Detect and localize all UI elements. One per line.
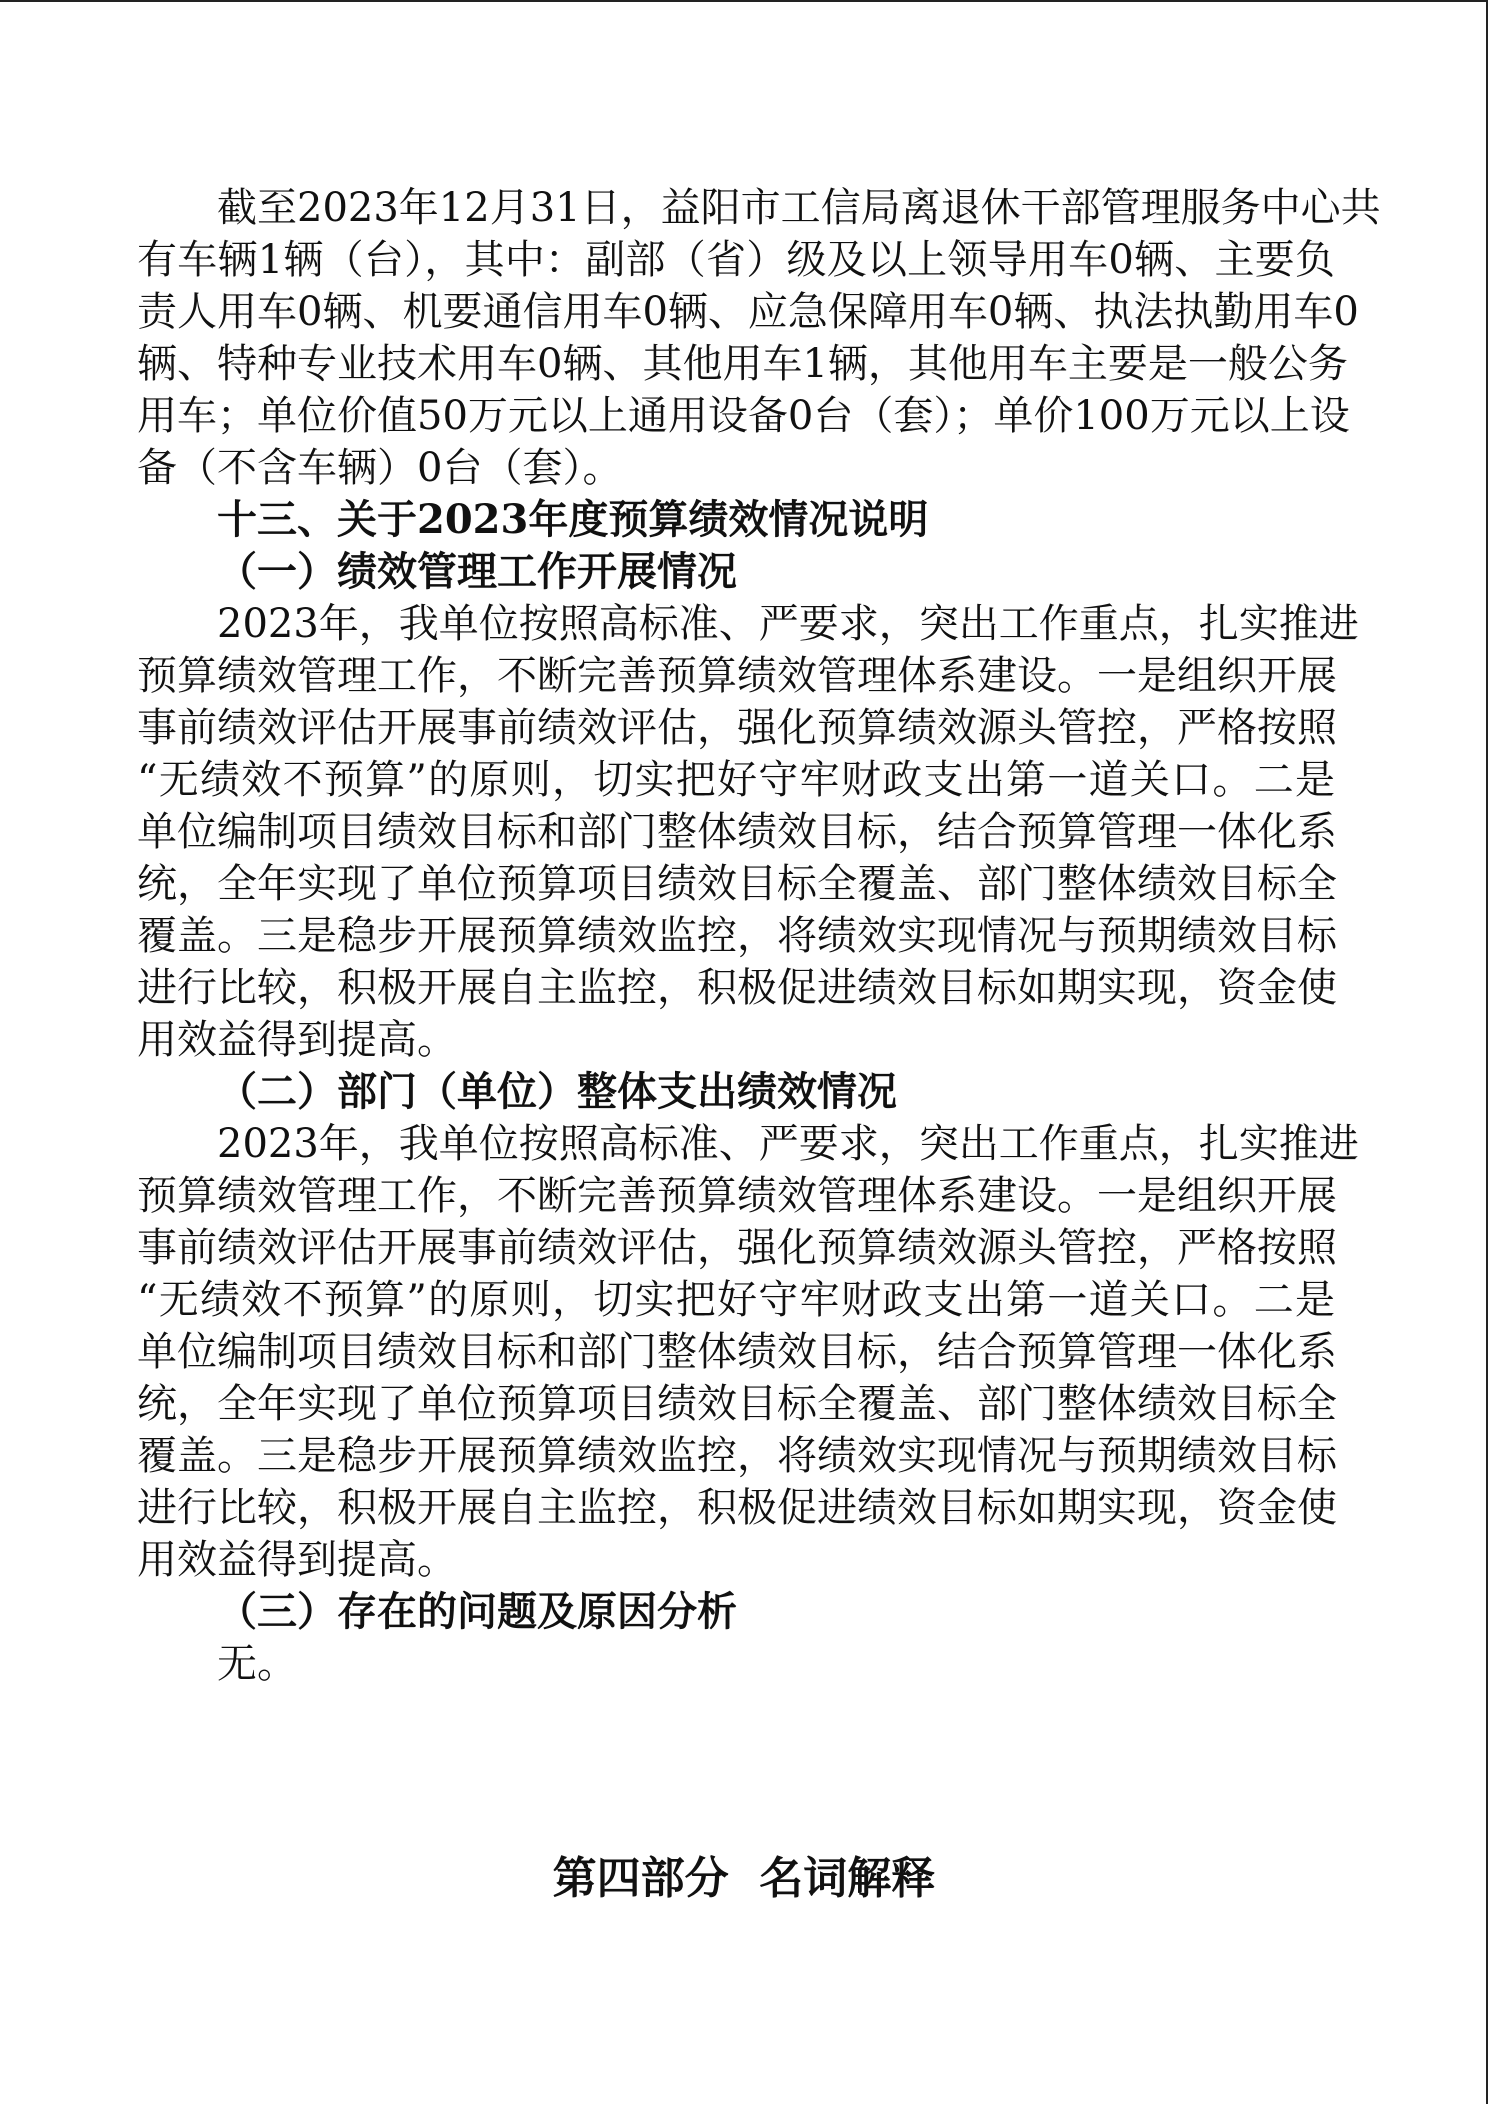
text-line: 进行比较，积极开展自主监控，积极促进绩效目标如期实现，资金使 — [137, 1485, 1337, 1531]
text-line: 事前绩效评估开展事前绩效评估，强化预算绩效源头管控，严格按照 — [137, 1225, 1337, 1271]
paragraph — [137, 1118, 1359, 1586]
paragraph — [137, 182, 1381, 494]
text-line: 预算绩效管理工作，不断完善预算绩效管理体系建设。一是组织开展 — [137, 653, 1337, 699]
text-line: 预算绩效管理工作，不断完善预算绩效管理体系建设。一是组织开展 — [137, 1173, 1337, 1219]
text-line: 责人用车0辆、机要通信用车0辆、应急保障用车0辆、执法执勤用车0 — [137, 289, 1359, 335]
text-line: 用效益得到提高。 — [137, 1537, 457, 1583]
text-line: 用车；单位价值50万元以上通用设备0台（套）；单价100万元以上设 — [137, 393, 1350, 439]
document-body — [137, 182, 1381, 1690]
text-line: 备（不含车辆）0台（套）。 — [137, 445, 623, 491]
text-line: 单位编制项目绩效目标和部门整体绩效目标，结合预算管理一体化系 — [137, 809, 1337, 855]
heading-text: （一）绩效管理工作开展情况 — [217, 548, 737, 595]
page-border-top — [0, 0, 1488, 2]
text-line: 2023年，我单位按照高标准、严要求，突出工作重点，扎实推进 — [217, 601, 1359, 647]
text-line: 统，全年实现了单位预算项目绩效目标全覆盖、部门整体绩效目标全 — [137, 1381, 1337, 1427]
part-title: 第四部分 名词解释 — [552, 1853, 936, 1904]
text-line: 单位编制项目绩效目标和部门整体绩效目标，结合预算管理一体化系 — [137, 1329, 1337, 1375]
text-line: 用效益得到提高。 — [137, 1017, 457, 1063]
heading-text: 十三、关于2023年度预算绩效情况说明 — [217, 496, 929, 543]
section-heading — [137, 1586, 1335, 1638]
text-line: “无绩效不预算”的原则，切实把好守牢财政支出第一道关口。二是 — [137, 1277, 1335, 1323]
heading-text: （三）存在的问题及原因分析 — [217, 1588, 737, 1635]
heading-text: （二）部门（单位）整体支出绩效情况 — [217, 1068, 897, 1115]
section-heading — [137, 1066, 1335, 1118]
text-line: 2023年，我单位按照高标准、严要求，突出工作重点，扎实推进 — [217, 1121, 1359, 1167]
paragraph — [137, 598, 1359, 1066]
text-line: 覆盖。三是稳步开展预算绩效监控，将绩效实现情况与预期绩效目标 — [137, 913, 1337, 959]
text-line: “无绩效不预算”的原则，切实把好守牢财政支出第一道关口。二是 — [137, 757, 1335, 803]
text-line: 事前绩效评估开展事前绩效评估，强化预算绩效源头管控，严格按照 — [137, 705, 1337, 751]
text-line: 辆、特种专业技术用车0辆、其他用车1辆，其他用车主要是一般公务 — [137, 341, 1348, 387]
text-line: 统，全年实现了单位预算项目绩效目标全覆盖、部门整体绩效目标全 — [137, 861, 1337, 907]
text-line: 进行比较，积极开展自主监控，积极促进绩效目标如期实现，资金使 — [137, 965, 1337, 1011]
text-line: 有车辆1辆（台），其中：副部（省）级及以上领导用车0辆、主要负 — [137, 237, 1335, 283]
paragraph — [137, 1638, 1335, 1690]
text-line: 无。 — [217, 1641, 297, 1687]
text-line: 截至2023年12月31日，益阳市工信局离退休干部管理服务中心共 — [217, 185, 1381, 231]
section-heading — [137, 494, 1335, 546]
section-heading — [137, 546, 1335, 598]
text-line: 覆盖。三是稳步开展预算绩效监控，将绩效实现情况与预期绩效目标 — [137, 1433, 1337, 1479]
